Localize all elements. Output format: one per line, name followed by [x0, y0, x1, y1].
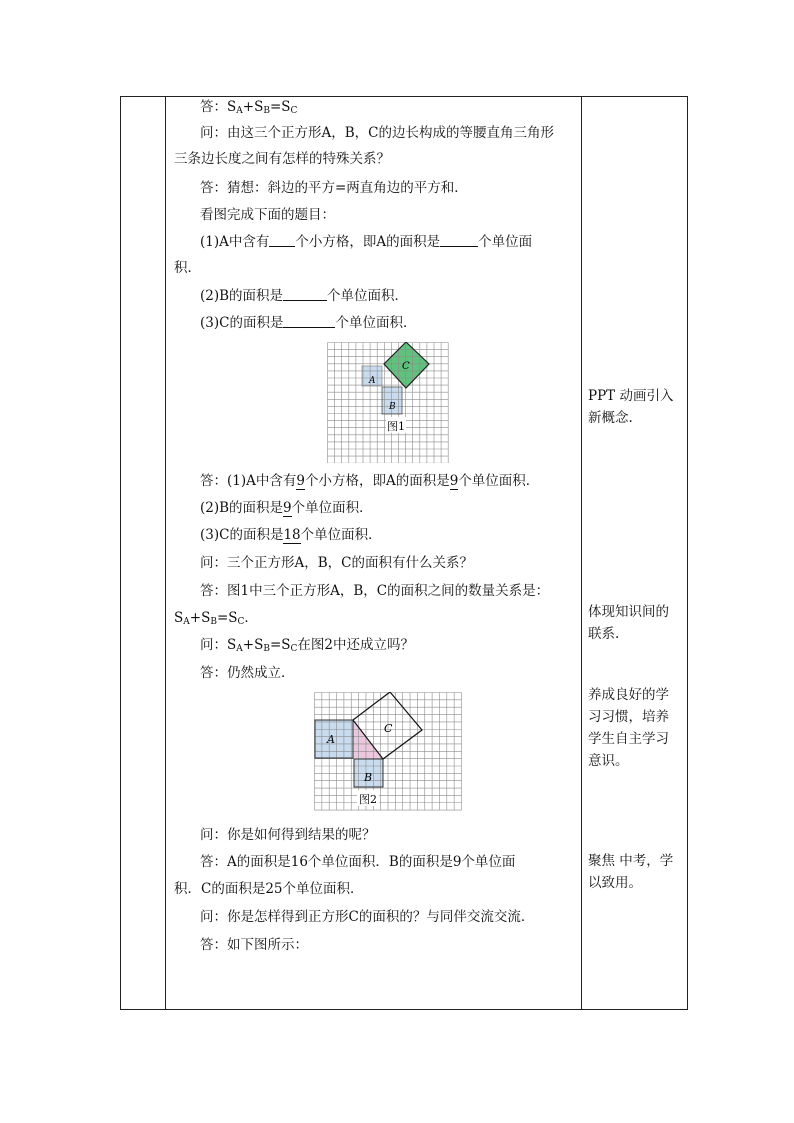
exercise-line: (1)A中含有 个小方格，即A的面积是 个单位面 — [200, 234, 533, 250]
exercise-line: (3)C的面积是 个单位面积． — [200, 315, 417, 331]
answer-line: 答：(1)A中含有9个小方格，即A的面积是9个单位面积． — [200, 473, 540, 489]
question-line: 问：三个正方形A，B，C的面积有什么关系？ — [200, 555, 473, 571]
exercise-line: (2)B的面积是 个单位面积． — [200, 288, 409, 304]
answer-line: 答：仍然成立． — [200, 665, 295, 681]
note-block: 聚焦 中考，学 以致用。 — [588, 853, 674, 891]
question-line: 问：你是如何得到结果的呢？ — [200, 827, 376, 843]
label-c: C — [402, 361, 410, 372]
label-b: B — [364, 771, 373, 784]
answer-line: (2)B的面积是9个单位面积． — [200, 500, 373, 516]
question-line: 问：你是怎样得到正方形C的面积的？与同伴交流交流． — [200, 909, 535, 925]
label-c: C — [384, 722, 393, 735]
note-block: 体现知识间的 联系. — [588, 604, 669, 642]
answer-line: 积．C的面积是25个单位面积． — [174, 881, 364, 897]
exercise-line: 积． — [174, 260, 201, 276]
answer-line: 答：图1中三个正方形A，B，C的面积之间的数量关系是： — [200, 583, 550, 599]
question-line: 问：$S_A+S_B=S_C$在图2中还成立吗？ — [200, 637, 414, 654]
answer-line: 答：A的面积是16个单位面积．B的面积是9个单位面 — [200, 854, 516, 870]
column-divider — [165, 97, 166, 1009]
figure-1-caption: 图1 — [387, 420, 405, 433]
label-b: B — [389, 402, 396, 412]
answer-line: 答：如下图所示： — [200, 937, 308, 953]
label-a: A — [369, 376, 376, 386]
note-block: 养成良好的学 习习惯，培养 学生自主学习 意识。 — [588, 687, 669, 769]
note-block: PPT 动画引入 新概念. — [588, 388, 674, 426]
instruction-line: 看图完成下面的题目： — [200, 207, 335, 223]
answer-line: $S_A+S_B=S_C$． — [174, 610, 258, 627]
answer-line: (3)C的面积是18个单位面积． — [200, 527, 382, 543]
question-line: 三条边长度之间有怎样的特殊关系？ — [174, 151, 390, 167]
figure-2-grid — [314, 692, 462, 814]
label-a: A — [327, 733, 335, 746]
question-line: 问：由这三个正方形A，B，C的边长构成的等腰直角三角形 — [200, 125, 554, 141]
answer-line: 答：猜想：斜边的平方=两直角边的平方和． — [200, 180, 468, 196]
figure-2-caption: 图2 — [359, 793, 377, 806]
figure-1-grid — [327, 342, 449, 463]
answer-line: 答：$S_A+S_B=S_C$ — [200, 99, 298, 116]
